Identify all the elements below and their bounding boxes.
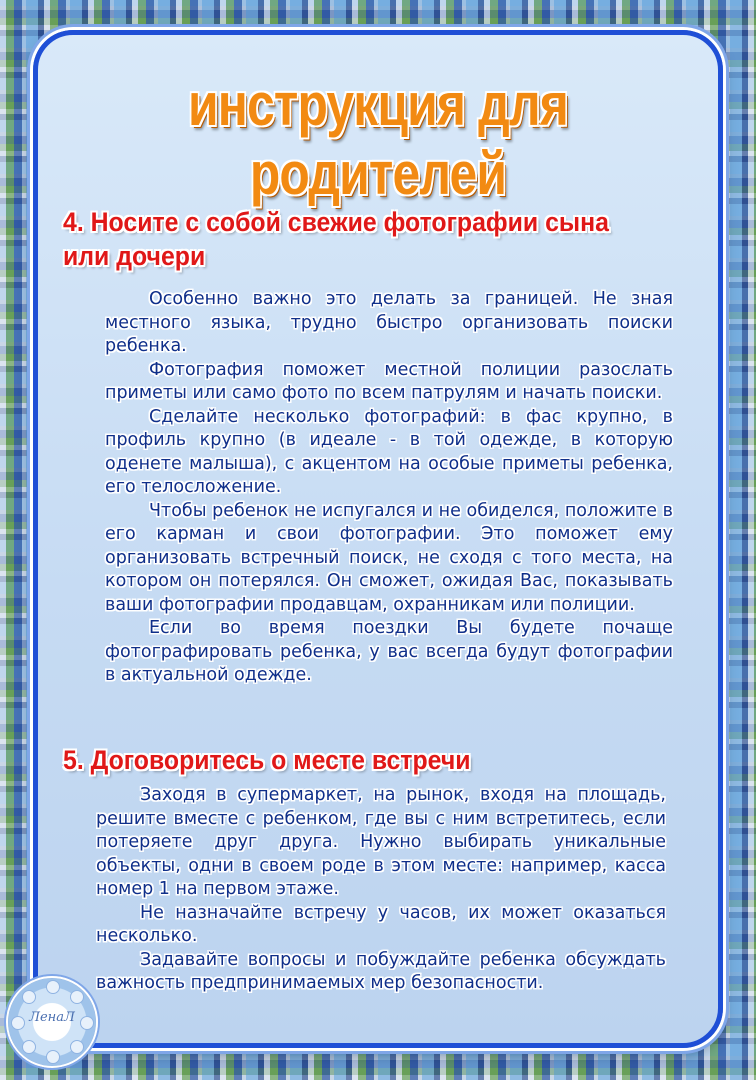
section-4-heading: 4. Носите с собой свежие фотографии сына или дочери (63, 207, 609, 271)
author-logo (6, 976, 98, 1068)
flower-icon (70, 1040, 84, 1054)
paragraph: Если во время поездки Вы будете почаще фотографировать ребенка, у вас всегда будут фотографии в актуальной одежде. (105, 618, 673, 685)
page-title: инструкция для родителей (188, 71, 568, 207)
paragraph: Задавайте вопросы и побуждайте ребенка обсуждать важность предпринимаемых мер безопасности. (96, 949, 666, 993)
flower-icon (22, 990, 36, 1004)
paragraph: Заходя в супермаркет, на рынок, входя на площадь, решите вместе с ребенком, где вы с ним встретитесь, если потеряете друг друга. Нужно выбирать уникальные объекты, одни в своем роде в этом месте: например, касса номер 1 на первом этаже. (96, 785, 666, 899)
paragraph: Фотография поможет местной полиции разослать приметы или само фото по всем патрулям и начать поиски. (105, 359, 673, 403)
paragraph: Не назначайте встречу у часов, их может оказаться несколько. (96, 902, 666, 946)
logo-text: ЛенаЛ (29, 1010, 75, 1025)
flower-icon (46, 1050, 60, 1064)
section-5-heading: 5. Договоритесь о месте встречи (63, 745, 471, 775)
flower-icon (70, 990, 84, 1004)
paragraph: Особенно важно это делать за границей. Не зная местного языка, трудно быстро организовать поиски ребенка. (105, 289, 673, 356)
flower-icon (46, 980, 60, 994)
paragraph: Сделайте несколько фотографий: в фас крупно, в профиль крупно (в идеале - в той одежде, в которую оденете малыша), с акцентом на особые приметы ребенка, его телосложение. (105, 406, 673, 497)
paragraph: Чтобы ребенок не испугался и не обиделся, положите в его карман и свои фотографии. Это поможет ему организовать встречный поиск, не сходя с того места, на котором он потерялся. Он сможет, ожидая Вас, показывать ваши фотографии продавцам, охранникам или полиции. (105, 500, 673, 615)
flower-icon (22, 1040, 36, 1054)
section-4-body (105, 288, 673, 688)
section-5-body (96, 784, 666, 996)
